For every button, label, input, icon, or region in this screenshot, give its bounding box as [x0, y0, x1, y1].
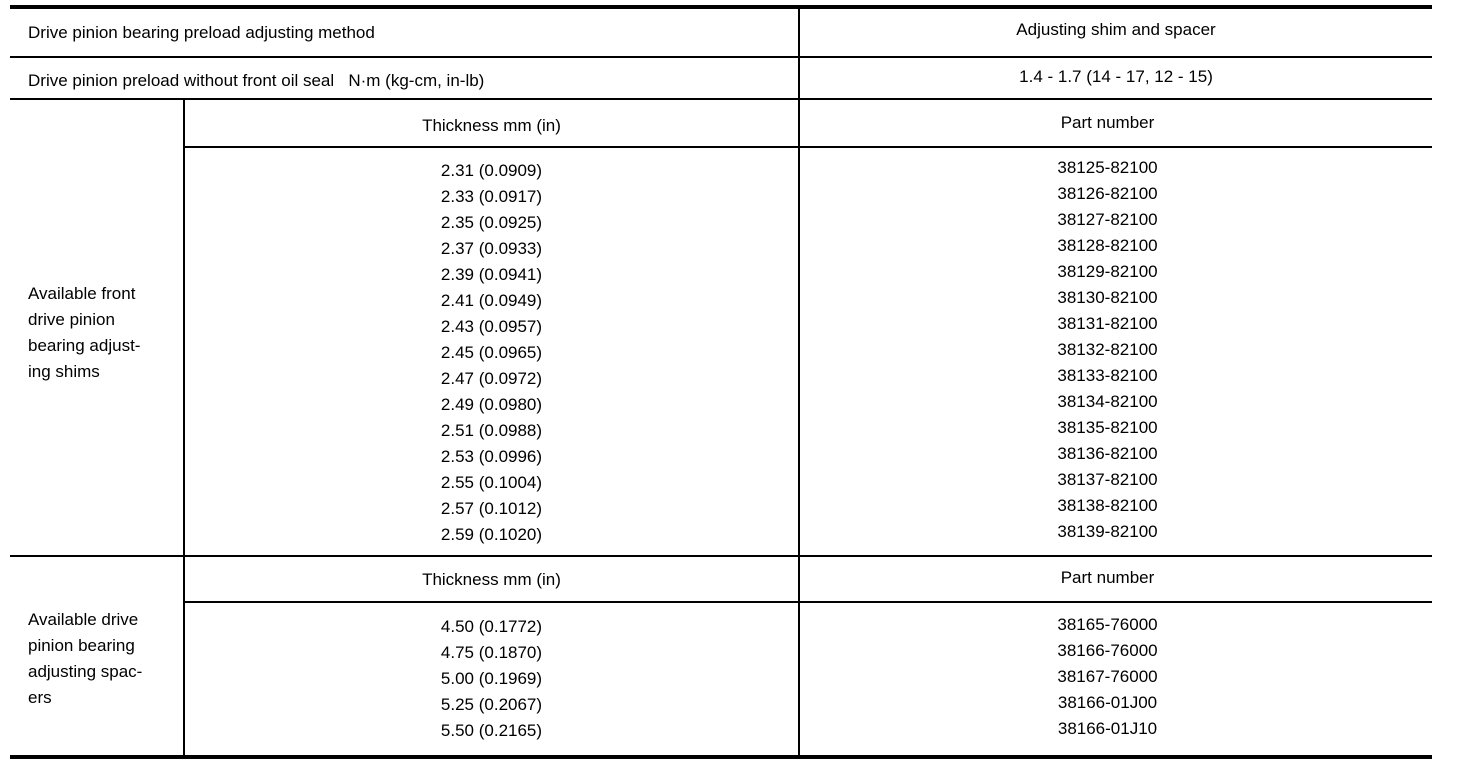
shim-thickness-cell: 2.41 (0.0949): [440, 291, 543, 310]
preload-label-text: Drive pinion preload without front oil seal: [28, 71, 335, 90]
shims-thickness-header: Thickness mm (in): [422, 116, 561, 135]
spacers-label: [28, 607, 142, 711]
shim-part-cell: 38139-82100: [1057, 522, 1158, 541]
shims-label-line: Available front: [28, 284, 136, 303]
spacer-thickness-cell: 4.75 (0.1870): [440, 643, 543, 662]
shims-label-line: bearing adjust-: [28, 336, 141, 355]
shim-part-cell: 38130-82100: [1057, 288, 1158, 307]
bottom-border: [10, 755, 1432, 759]
shim-thickness-cell: 2.49 (0.0980): [440, 395, 543, 414]
spacer-thickness-cell: 5.25 (0.2067): [440, 695, 543, 714]
shim-thickness-cell: 2.47 (0.0972): [440, 369, 543, 388]
shim-part-cell: 38132-82100: [1057, 340, 1158, 359]
shim-part-cell: 38136-82100: [1057, 444, 1158, 463]
spacers-label-line: ers: [28, 688, 52, 707]
shim-part-cell: 38125-82100: [1057, 158, 1158, 177]
top-border: [10, 5, 1432, 9]
shims-label-line: drive pinion: [28, 310, 115, 329]
shim-part-cell: 38134-82100: [1057, 392, 1158, 411]
shim-part-cell: 38138-82100: [1057, 496, 1158, 515]
shim-thickness-cell: 2.31 (0.0909): [440, 161, 543, 180]
rule-after-method: [10, 56, 1432, 58]
shim-part-cell: 38131-82100: [1057, 314, 1158, 333]
method-label: Drive pinion bearing preload adjusting method: [28, 23, 375, 42]
shim-thickness-cell: 2.59 (0.1020): [440, 525, 543, 544]
spacer-part-cell: 38166-01J10: [1057, 719, 1158, 738]
shim-thickness-cell: 2.57 (0.1012): [440, 499, 543, 518]
rule-after-shims: [10, 555, 1432, 557]
spacer-part-cell: 38165-76000: [1057, 615, 1158, 634]
preload-label: [28, 68, 484, 94]
shims-thickness-list: [185, 158, 798, 548]
shim-thickness-cell: 2.35 (0.0925): [440, 213, 543, 232]
shim-part-cell: 38129-82100: [1057, 262, 1158, 281]
spacer-part-cell: 38167-76000: [1057, 667, 1158, 686]
spacers-label-line: adjusting spac-: [28, 662, 143, 681]
spacers-label-line: pinion bearing: [28, 636, 135, 655]
shim-part-cell: 38127-82100: [1057, 210, 1158, 229]
spacers-label-line: Available drive: [28, 610, 139, 629]
spacer-part-cell: 38166-01J00: [1057, 693, 1158, 712]
shim-part-cell: 38133-82100: [1057, 366, 1158, 385]
shim-thickness-cell: 2.33 (0.0917): [440, 187, 543, 206]
preload-value: 1.4 - 1.7 (14 - 17, 12 - 15): [1019, 67, 1213, 86]
spacer-part-cell: 38166-76000: [1057, 641, 1158, 660]
shim-thickness-cell: 2.53 (0.0996): [440, 447, 543, 466]
spacer-thickness-cell: 5.00 (0.1969): [440, 669, 543, 688]
shims-part-header: Part number: [1060, 113, 1155, 132]
shims-label-line: ing shims: [28, 362, 100, 381]
spacers-thickness-list: [185, 614, 798, 744]
rule-shim-subheader: [184, 146, 1432, 148]
rule-after-preload: [10, 98, 1432, 100]
shim-part-cell: 38135-82100: [1057, 418, 1158, 437]
spacer-thickness-cell: 5.50 (0.2165): [440, 721, 543, 740]
shims-part-list: [800, 155, 1415, 545]
shim-thickness-cell: 2.39 (0.0941): [440, 265, 543, 284]
shim-part-cell: 38128-82100: [1057, 236, 1158, 255]
shim-thickness-cell: 2.43 (0.0957): [440, 317, 543, 336]
shims-label: [28, 281, 140, 385]
method-value: Adjusting shim and spacer: [1016, 20, 1216, 39]
spacer-thickness-cell: 4.50 (0.1772): [440, 617, 543, 636]
rule-spacer-subheader: [184, 601, 1432, 603]
spacers-part-header: Part number: [1060, 568, 1155, 587]
shim-thickness-cell: 2.37 (0.0933): [440, 239, 543, 258]
preload-unit: N·m (kg-cm, in-lb): [348, 71, 485, 90]
spacers-thickness-header: Thickness mm (in): [422, 570, 561, 589]
shim-thickness-cell: 2.51 (0.0988): [440, 421, 543, 440]
shim-thickness-cell: 2.45 (0.0965): [440, 343, 543, 362]
shim-thickness-cell: 2.55 (0.1004): [440, 473, 543, 492]
shim-part-cell: 38126-82100: [1057, 184, 1158, 203]
shim-part-cell: 38137-82100: [1057, 470, 1158, 489]
spacers-part-list: [800, 612, 1415, 742]
